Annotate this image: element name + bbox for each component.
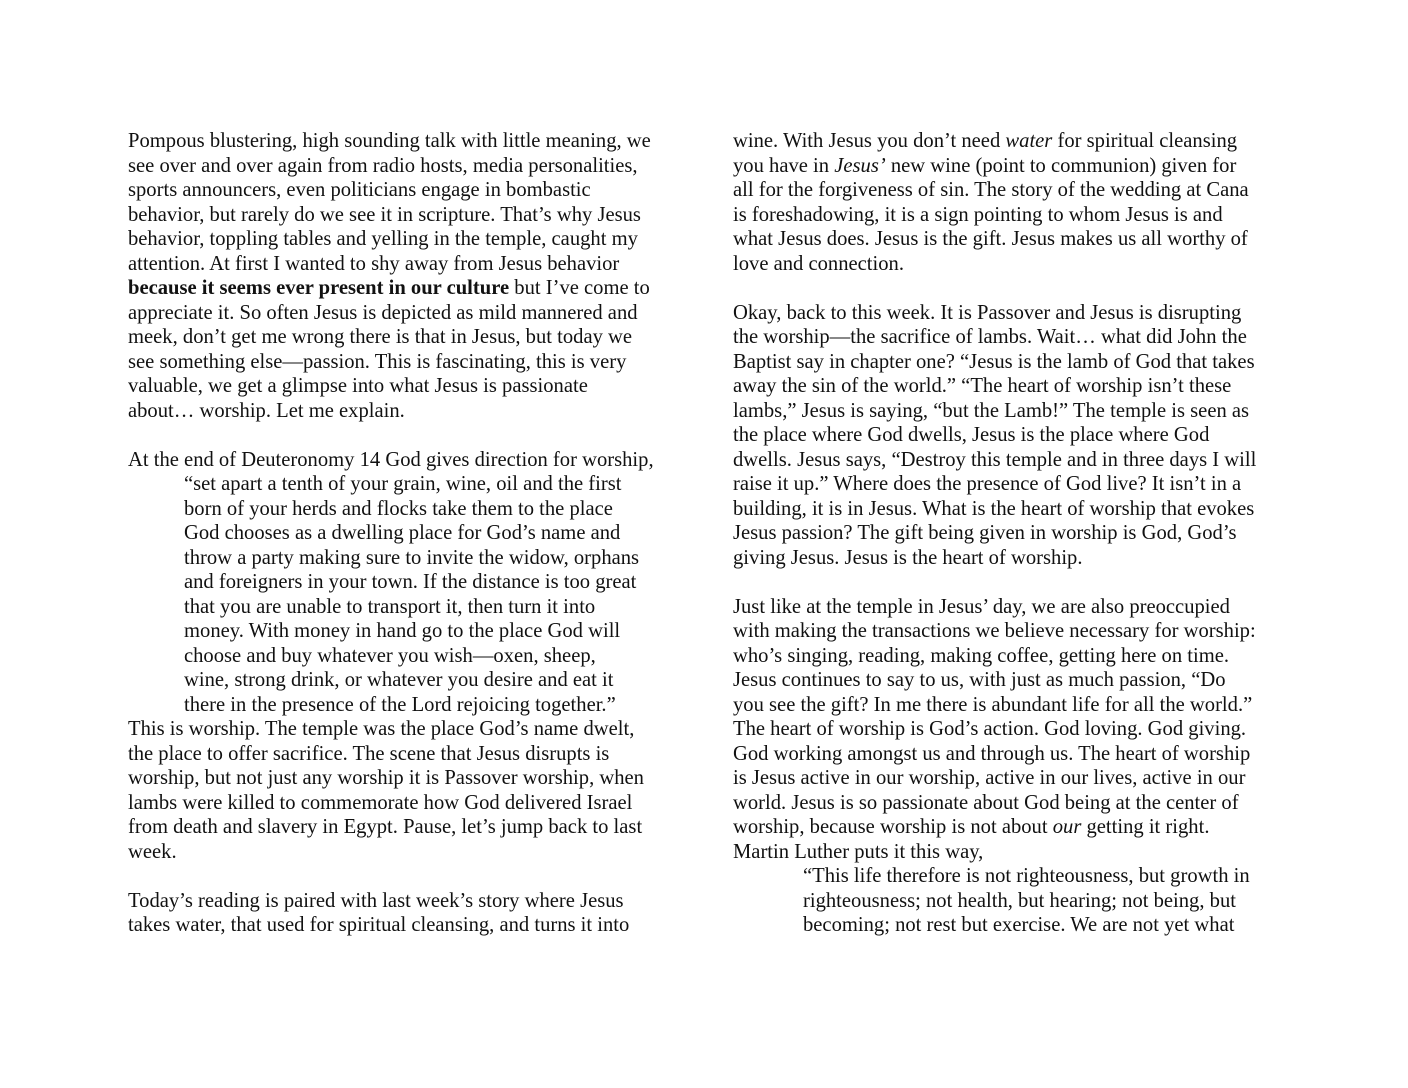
text-line: Jesus continues to say to us, with just as much passion, “Do: [733, 669, 1226, 691]
text-line: you see the gift? In me there is abundant life for all the world.”: [733, 693, 1253, 716]
text-line: Pompous blustering, high sounding talk with little meaning, we: [128, 130, 651, 152]
quote-line: money. With money in hand go to the place God will: [184, 620, 621, 642]
text-line: valuable, we get a glimpse into what Jesus is passionate: [128, 375, 588, 397]
text-line: behavior, but rarely do we see it in scripture. That’s why Jesus: [128, 203, 641, 226]
text-line: raise it up.” Where does the presence of God live? It isn’t in a: [733, 473, 1242, 495]
left-column: [128, 129, 688, 938]
text-line: week.: [128, 840, 177, 863]
text-line: lambs were killed to commemorate how God delivered Israel: [128, 791, 633, 814]
quote-line: there in the presence of the Lord rejoicing together.”: [184, 693, 616, 716]
text-line: Martin Luther puts it this way,: [733, 840, 984, 863]
text-line: love and connection.: [733, 252, 904, 275]
text-line-with-bold: [128, 276, 688, 301]
bold-phrase: because it seems ever present in our culture: [128, 277, 510, 299]
text-line: attention. At first I wanted to shy away from Jesus behavior: [128, 252, 620, 275]
text-line: Just like at the temple in Jesus’ day, we are also preoccupied: [733, 595, 1230, 618]
text-line: appreciate it. So often Jesus is depicted as mild mannered and: [128, 301, 638, 324]
text-line: who’s singing, reading, making coffee, getting here on time.: [733, 644, 1230, 667]
text-fragment: but I’ve come to: [509, 277, 650, 299]
text-line: The heart of worship is God’s action. God loving. God giving.: [733, 718, 1247, 740]
text-line: about… worship. Let me explain.: [128, 399, 405, 422]
italic-word: our: [1052, 816, 1082, 838]
text-line: God working amongst us and through us. The heart of worship: [733, 742, 1251, 765]
text-line: from death and slavery in Egypt. Pause, let’s jump back to last: [128, 816, 643, 838]
quote-line: and foreigners in your town. If the distance is too great: [184, 571, 637, 593]
text-line: Okay, back to this week. It is Passover and Jesus is disrupting: [733, 301, 1242, 324]
paragraph-gap: [733, 570, 1293, 595]
italic-word: water: [1005, 130, 1053, 152]
text-line: the place to offer sacrifice. The scene that Jesus disrupts is: [128, 742, 610, 765]
quote-line: God chooses as a dwelling place for God’s name and: [184, 522, 621, 544]
text-line: Baptist say in chapter one? “Jesus is the lamb of God that takes: [733, 350, 1255, 373]
text-line: building, it is in Jesus. What is the heart of worship that evokes: [733, 497, 1255, 520]
text-line: away the sin of the world.” “The heart of worship isn’t these: [733, 375, 1232, 397]
text-fragment: new wine (point to communion) given for: [885, 154, 1237, 177]
text-fragment: wine. With Jesus you don’t need: [733, 130, 1006, 152]
text-line: giving Jesus. Jesus is the heart of worship.: [733, 546, 1083, 569]
text-line: worship, but not just any worship it is Passover worship, when: [128, 767, 644, 789]
text-line: with making the transactions we believe necessary for worship:: [733, 620, 1256, 642]
italic-word: Jesus’: [834, 154, 886, 177]
text-line: behavior, toppling tables and yelling in the temple, caught my: [128, 228, 638, 250]
text-line-with-italic: [733, 815, 1293, 840]
text-line: all for the forgiveness of sin. The story of the wedding at Cana: [733, 179, 1249, 201]
quote-line: that you are unable to transport it, then turn it into: [184, 595, 596, 618]
text-line: At the end of Deuteronomy 14 God gives direction for worship,: [128, 448, 654, 471]
text-fragment: for spiritual cleansing: [1052, 130, 1238, 152]
quote-line: choose and buy whatever you wish—oxen, sheep,: [184, 644, 596, 667]
text-line: is foreshadowing, it is a sign pointing to whom Jesus is and: [733, 203, 1223, 226]
quote-line: becoming; not rest but exercise. We are not yet what: [803, 914, 1235, 936]
text-line-with-italic: [733, 129, 1293, 154]
text-line: takes water, that used for spiritual cleansing, and turns it into: [128, 914, 630, 936]
text-line: the worship—the sacrifice of lambs. Wait… what did John the: [733, 326, 1247, 348]
text-line: This is worship. The temple was the place God’s name dwelt,: [128, 718, 635, 740]
text-line: is Jesus active in our worship, active in our lives, active in our: [733, 767, 1246, 789]
text-line: Today’s reading is paired with last week’s story where Jesus: [128, 889, 624, 912]
quote-line: “set apart a tenth of your grain, wine, oil and the first: [184, 473, 622, 495]
text-line: see over and over again from radio hosts, media personalities,: [128, 154, 638, 177]
text-fragment: you have in: [733, 154, 835, 177]
deuteronomy-quote: [128, 472, 688, 717]
quote-line: “This life therefore is not righteousness, but growth in: [803, 865, 1250, 887]
quote-line: wine, strong drink, or whatever you desire and eat it: [184, 669, 614, 691]
text-line: Jesus passion? The gift being given in worship is God, God’s: [733, 522, 1237, 544]
text-line: meek, don’t get me wrong there is that in Jesus, but today we: [128, 326, 633, 348]
paragraph-gap: [733, 276, 1293, 301]
text-fragment: worship, because worship is not about: [733, 816, 1053, 838]
right-column: [733, 129, 1293, 938]
text-line: what Jesus does. Jesus is the gift. Jesus makes us all worthy of: [733, 228, 1248, 250]
text-line: lambs,” Jesus is saying, “but the Lamb!” The temple is seen as: [733, 399, 1250, 422]
text-line-with-italic: [733, 154, 1293, 179]
text-fragment: getting it right.: [1081, 816, 1210, 838]
text-line: the place where God dwells, Jesus is the place where God: [733, 424, 1210, 446]
quote-line: righteousness; not health, but hearing; not being, but: [803, 889, 1236, 912]
quote-line: born of your herds and flocks take them to the place: [184, 497, 613, 520]
text-line: world. Jesus is so passionate about God being at the center of: [733, 791, 1239, 814]
text-line: see something else—passion. This is fascinating, this is very: [128, 350, 627, 373]
text-line: sports announcers, even politicians engage in bombastic: [128, 179, 591, 201]
luther-quote: [733, 864, 1293, 938]
quote-line: throw a party making sure to invite the widow, orphans: [184, 546, 640, 569]
text-line: dwells. Jesus says, “Destroy this temple and in three days I will: [733, 448, 1257, 471]
paragraph-gap: [128, 864, 688, 889]
paragraph-gap: [128, 423, 688, 448]
